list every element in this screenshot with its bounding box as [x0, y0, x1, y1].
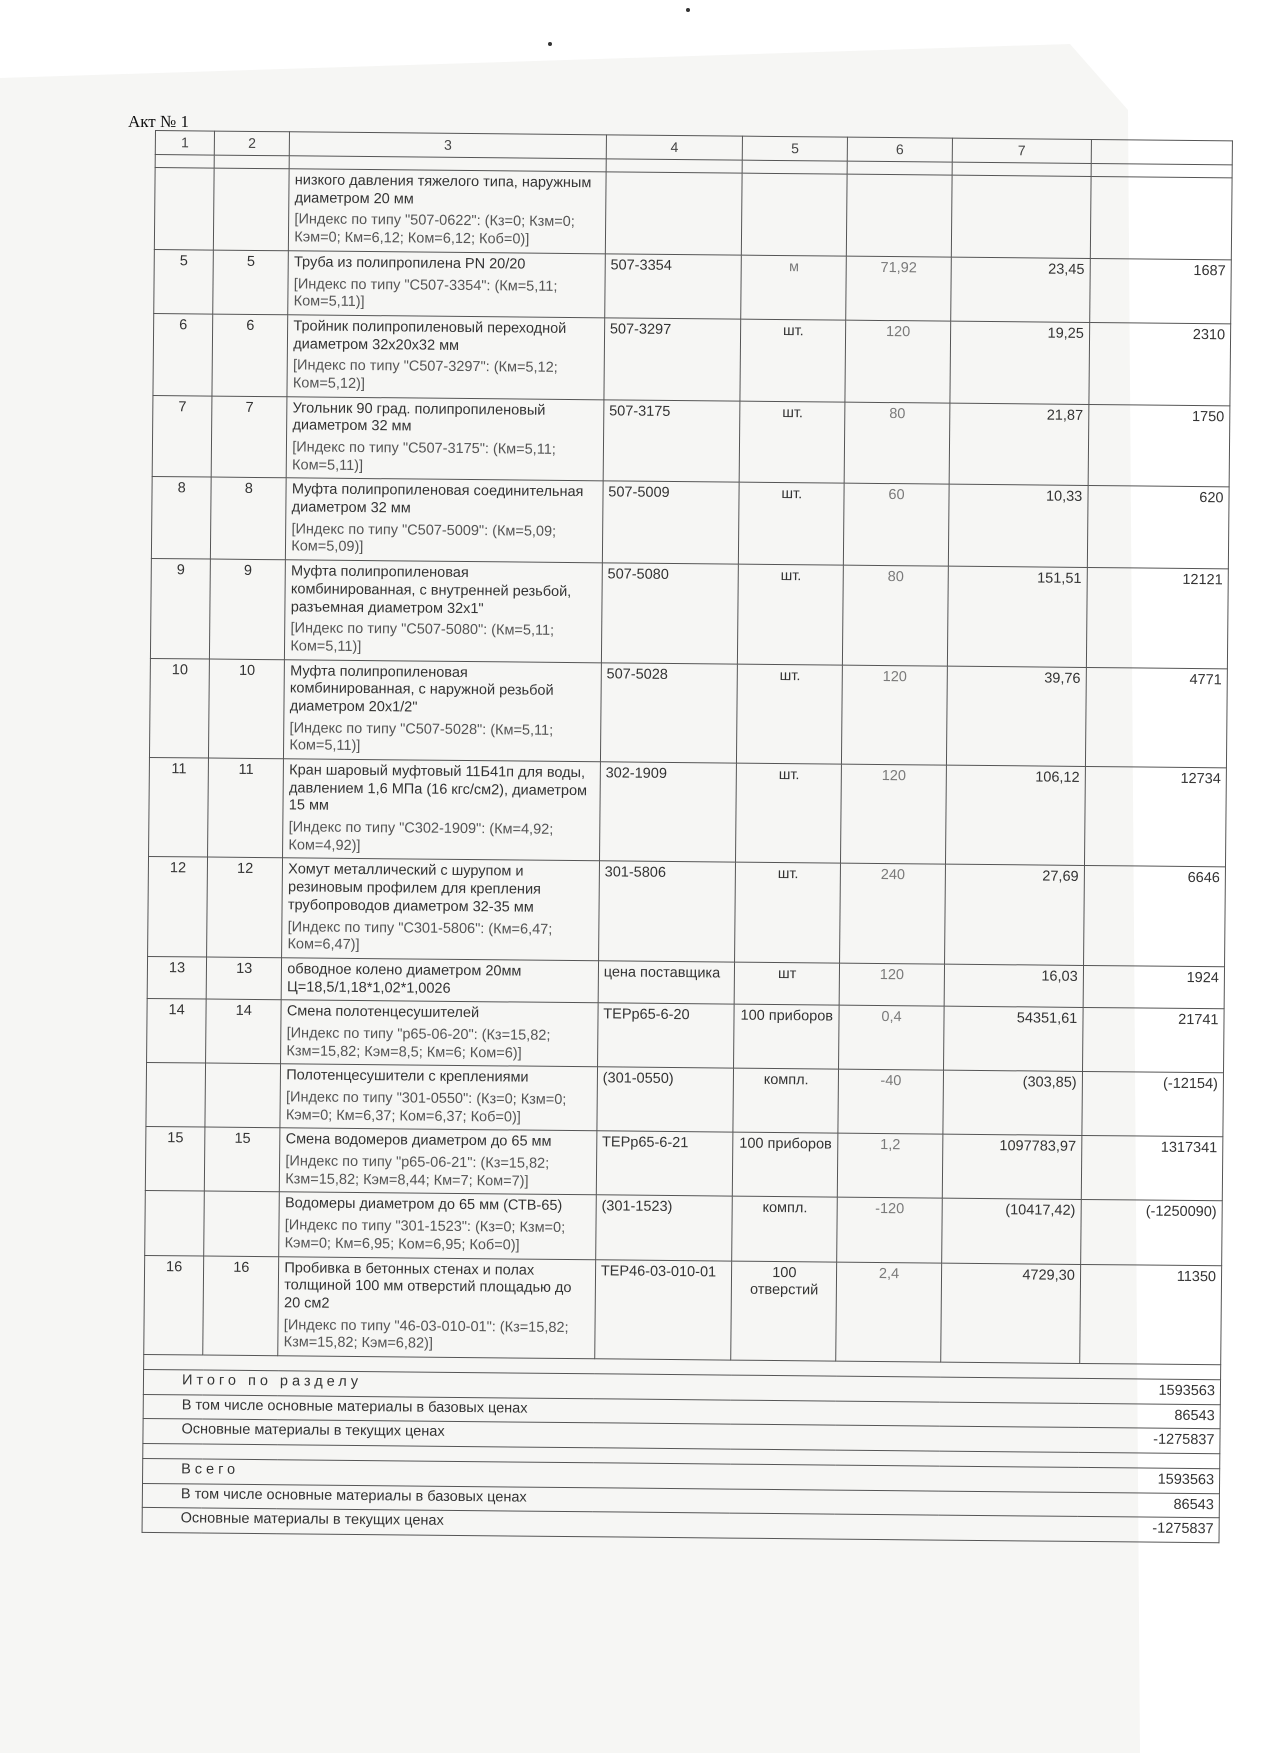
total-current-materials-value: -1275837 — [939, 1515, 1219, 1542]
estimate-table — [142, 130, 1233, 1543]
table-row — [151, 477, 1229, 569]
price-index: [Индекс по типу "С302-1909": (Км=4,92; Ком=4,92)] — [288, 819, 554, 854]
table-row — [144, 1255, 1222, 1365]
total-cost: 21741 — [1082, 1008, 1224, 1073]
unit-price: 54351,61 — [943, 1006, 1082, 1071]
unit: 100 отверстий — [731, 1261, 837, 1361]
item-description — [287, 315, 604, 400]
unit-price: 106,12 — [945, 765, 1085, 866]
quantity: 1,2 — [837, 1133, 942, 1198]
item-description — [281, 958, 598, 1003]
section-current-materials-value: -1275837 — [940, 1426, 1220, 1453]
item-name: низкого давления тяжелого типа, наружным диаметром 20 мм — [294, 172, 592, 208]
row-number — [154, 168, 214, 250]
unit-price: 23,45 — [951, 257, 1090, 322]
total-cost: 620 — [1087, 486, 1229, 569]
price-code: (301-1523) — [595, 1195, 732, 1260]
quantity: 240 — [840, 864, 946, 964]
item-name: Пробивка в бетонных стенах и полах толщиной 100 мм отверстий площадью до 20 см2 — [283, 1259, 572, 1312]
item-description — [286, 478, 603, 563]
price-code: цена поставщика — [598, 961, 735, 1005]
price-index: [Индекс по типу "507-0622": (Кз=0; Кзм=0; Кэм=0; Км=6,12; Ком=6,12; Коб=0)] — [294, 211, 575, 248]
unit-price: 1097783,97 — [942, 1134, 1081, 1199]
section-base-materials-label: В том числе основные материалы в базовых ценах — [143, 1394, 940, 1426]
quantity: 120 — [841, 764, 947, 864]
row-number: 15 — [145, 1127, 205, 1192]
unit-price: 151,51 — [947, 566, 1087, 667]
item-description — [288, 251, 605, 318]
unit-price: 4729,30 — [941, 1263, 1081, 1364]
table-row — [149, 757, 1227, 867]
total-base-materials-label: В том числе основные материалы в базовых ценах — [142, 1483, 939, 1515]
unit-price: 10,33 — [948, 485, 1088, 568]
unit: шт. — [740, 401, 846, 484]
item-name: Хомут металлический с шурупом и резиновым профилем для крепления трубопроводов диаметром 32-35 мм — [287, 861, 542, 916]
position-number: 12 — [207, 857, 283, 957]
table-row — [149, 658, 1227, 768]
section-base-materials-value: 86543 — [940, 1402, 1220, 1429]
row-number: 5 — [154, 249, 214, 314]
item-name: Тройник полипропиленовый переходной диаметром 32х20х32 мм — [293, 318, 567, 354]
table-row — [147, 999, 1225, 1073]
column-number: 1 — [155, 131, 214, 156]
total-cost: 6646 — [1083, 866, 1225, 967]
price-code: ТЕР46-03-010-01 — [595, 1259, 733, 1360]
row-number — [145, 1191, 205, 1256]
item-description — [289, 169, 606, 254]
item-name: Труба из полипропилена PN 20/20 — [293, 254, 526, 273]
row-number: 13 — [147, 956, 207, 999]
item-description — [280, 1128, 597, 1195]
unit: шт. — [740, 319, 846, 402]
total-cost: 12121 — [1086, 568, 1228, 669]
table-row — [153, 313, 1231, 405]
unit — [742, 173, 848, 256]
scan-speck — [548, 42, 552, 46]
position-number: 15 — [205, 1127, 281, 1192]
quantity: 60 — [843, 484, 949, 567]
row-number: 16 — [144, 1255, 204, 1355]
quantity: -40 — [838, 1069, 943, 1134]
item-name: Смена полотенцесушителей — [286, 1003, 480, 1022]
total-cost: (-12154) — [1082, 1072, 1224, 1137]
price-code: 507-5080 — [601, 563, 739, 664]
item-name: Полотенцесушители с креплениями — [286, 1067, 529, 1086]
position-number: 10 — [209, 659, 285, 759]
total-current-materials-label: Основные материалы в текущих ценах — [142, 1508, 939, 1540]
table-row — [145, 1127, 1223, 1201]
unit-price: (10417,42) — [942, 1199, 1081, 1264]
total-cost: 2310 — [1089, 322, 1231, 405]
position-number: 7 — [211, 396, 287, 478]
item-description — [286, 396, 603, 481]
price-index: [Индекс по типу "р65-06-20": (Кз=15,82; Кзм=15,82; Кэм=8,5; Км=6; Ком=6)] — [286, 1025, 551, 1062]
unit-price: 19,25 — [950, 321, 1090, 404]
unit: шт — [735, 962, 840, 1005]
unit-price: 16,03 — [944, 964, 1083, 1008]
unit-price: 39,76 — [946, 666, 1086, 767]
unit-price: 21,87 — [949, 403, 1089, 486]
act-title: Акт № 1 — [128, 112, 189, 131]
table-row — [154, 249, 1232, 323]
unit: шт. — [739, 483, 845, 566]
section-total-value: 1593563 — [940, 1377, 1220, 1404]
price-index: [Индекс по типу "С507-5009": (Км=5,09; Ком=5,09)] — [291, 521, 557, 556]
column-number: 2 — [214, 131, 289, 156]
quantity: 71,92 — [846, 256, 951, 321]
item-description — [283, 759, 600, 861]
total-cost: 1687 — [1089, 258, 1231, 323]
item-name: Кран шаровый муфтовый 11Б41п для воды, давлением 1,6 МПа (16 кгс/см2), диаметром 15 мм — [288, 762, 588, 815]
quantity: 0,4 — [839, 1005, 944, 1070]
position-number: 13 — [206, 957, 282, 1000]
unit: 100 приборов — [733, 1132, 838, 1197]
price-index: [Индекс по типу "С507-5028": (Км=5,11; Ком=5,11)] — [289, 719, 554, 755]
position-number: 11 — [208, 758, 284, 858]
item-name: обводное колено диаметром 20мм Ц=18,5/1,18*1,02*1,0026 — [287, 961, 522, 997]
item-description — [278, 1256, 595, 1358]
unit-price — [951, 175, 1091, 258]
price-code: 507-3175 — [603, 399, 740, 482]
total-cost: 12734 — [1084, 766, 1226, 867]
item-name: Муфта полипропиленовая комбинированная, с наружной резьбой диаметром 20х1/2" — [289, 662, 554, 716]
price-code: ТЕРр65-6-20 — [597, 1003, 734, 1068]
total-cost: 11350 — [1079, 1264, 1221, 1365]
column-number: 5 — [743, 136, 848, 161]
column-number: 3 — [290, 132, 607, 159]
position-number: 6 — [212, 314, 288, 396]
price-code: ТЕРр65-6-21 — [596, 1131, 733, 1196]
unit-price: 27,69 — [944, 865, 1084, 966]
scan-speck — [686, 8, 690, 12]
grand-total-label: Всего — [143, 1458, 940, 1490]
unit: шт. — [736, 763, 842, 863]
item-name: Угольник 90 град. полипропиленовый диаметром 32 мм — [292, 399, 546, 435]
price-index: [Индекс по типу "46-03-010-01": (Кз=15,82; Кзм=15,82; Кэм=6,82)] — [283, 1316, 569, 1352]
row-number: 12 — [148, 857, 208, 957]
column-number: 4 — [606, 135, 743, 160]
price-index: [Индекс по типу "р65-06-21": (Кз=15,82; Кзм=15,82; Кэм=8,44; Км=7; Ком=7)] — [285, 1153, 550, 1190]
price-code: 507-3354 — [605, 254, 742, 319]
table-row — [154, 168, 1232, 260]
price-code — [605, 172, 742, 255]
quantity: 2,4 — [836, 1262, 942, 1362]
column-number: 7 — [952, 138, 1091, 163]
position-number: 14 — [206, 999, 282, 1064]
unit: шт. — [738, 564, 844, 664]
section-current-materials-label: Основные материалы в текущих ценах — [143, 1419, 940, 1451]
total-cost: (-1250090) — [1080, 1200, 1222, 1265]
total-cost — [1090, 177, 1232, 260]
quantity: 120 — [845, 320, 951, 403]
quantity: -120 — [837, 1198, 942, 1263]
quantity: 80 — [844, 402, 950, 485]
position-number: 5 — [213, 250, 289, 315]
total-cost: 1750 — [1088, 404, 1230, 487]
column-number: 6 — [847, 137, 952, 162]
table-row — [152, 395, 1230, 487]
position-number — [205, 1063, 281, 1128]
unit: шт. — [735, 863, 841, 963]
position-number: 8 — [211, 477, 287, 559]
quantity: 120 — [842, 665, 948, 765]
position-number: 9 — [210, 559, 286, 659]
position-number: 16 — [203, 1256, 279, 1356]
item-name: Смена водомеров диаметром до 65 мм — [285, 1131, 552, 1151]
total-cost: 4771 — [1085, 667, 1227, 768]
total-cost: 1924 — [1083, 965, 1225, 1009]
price-code: 301-5806 — [598, 861, 736, 962]
price-code: 302-1909 — [599, 762, 737, 863]
price-code: (301-0550) — [597, 1067, 734, 1132]
column-number — [1091, 139, 1232, 164]
item-description — [280, 1064, 597, 1131]
item-description — [285, 560, 602, 662]
item-description — [281, 1000, 598, 1067]
item-description — [284, 659, 601, 761]
position-number — [214, 168, 290, 250]
item-name: Муфта полипропиленовая комбинированная, с внутренней резьбой, разъемная диаметром 32х1" — [290, 563, 572, 617]
row-number: 7 — [152, 395, 212, 477]
table-row — [146, 1063, 1224, 1137]
position-number — [204, 1191, 280, 1256]
price-code: 507-5028 — [600, 662, 738, 763]
unit: 100 приборов — [734, 1004, 839, 1069]
price-index: [Индекс по типу "301-0550": (Кз=0; Кзм=0; Кэм=0; Км=6,37; Ком=6,37; Коб=0)] — [285, 1089, 567, 1126]
row-number: 8 — [151, 477, 211, 559]
row-number: 9 — [150, 559, 210, 659]
quantity: 120 — [839, 963, 944, 1006]
row-number: 11 — [149, 757, 209, 857]
item-description — [279, 1192, 596, 1259]
unit: компл. — [732, 1197, 837, 1262]
section-total-label: Итого по разделу — [143, 1369, 940, 1401]
row-number: 10 — [149, 658, 209, 758]
row-number: 6 — [153, 313, 213, 395]
unit-price: (303,85) — [943, 1070, 1082, 1135]
table-row — [148, 857, 1226, 967]
total-base-materials-value: 86543 — [939, 1491, 1219, 1518]
quantity: 80 — [843, 565, 949, 665]
price-index: [Индекс по типу "С507-3175": (Км=5,11; Ком=5,11)] — [292, 439, 556, 474]
unit: компл. — [733, 1068, 838, 1133]
price-index: [Индекс по типу "С507-3354": (Км=5,11; Ком=5,11)] — [293, 275, 558, 311]
item-name: Водомеры диаметром до 65 мм (СТВ-65) — [284, 1195, 563, 1215]
price-index: [Индекс по типу "С301-5806": (Км=6,47; Ком=6,47)] — [287, 918, 553, 954]
grand-total-value: 1593563 — [939, 1466, 1219, 1493]
item-name: Муфта полипропиленовая соединительная диаметром 32 мм — [291, 481, 584, 517]
unit: м — [741, 255, 846, 320]
row-number — [146, 1063, 206, 1128]
quantity — [846, 174, 952, 257]
price-index: [Индекс по типу "С507-5080": (Км=5,11; Ком=5,11)] — [290, 620, 555, 655]
price-code: 507-3297 — [604, 318, 741, 401]
price-index: [Индекс по типу "С507-3297": (Км=5,12; Ком=5,12)] — [292, 357, 558, 392]
total-cost: 1317341 — [1081, 1136, 1223, 1201]
item-description — [282, 858, 599, 960]
table-row — [150, 559, 1228, 669]
row-number: 14 — [147, 999, 207, 1064]
unit: шт. — [737, 664, 843, 764]
price-code: 507-5009 — [602, 481, 739, 564]
price-index: [Индекс по типу "301-1523": (Кз=0; Кзм=0; Кэм=0; Км=6,95; Ком=6,95; Коб=0)] — [284, 1217, 566, 1254]
table-row — [145, 1191, 1223, 1265]
